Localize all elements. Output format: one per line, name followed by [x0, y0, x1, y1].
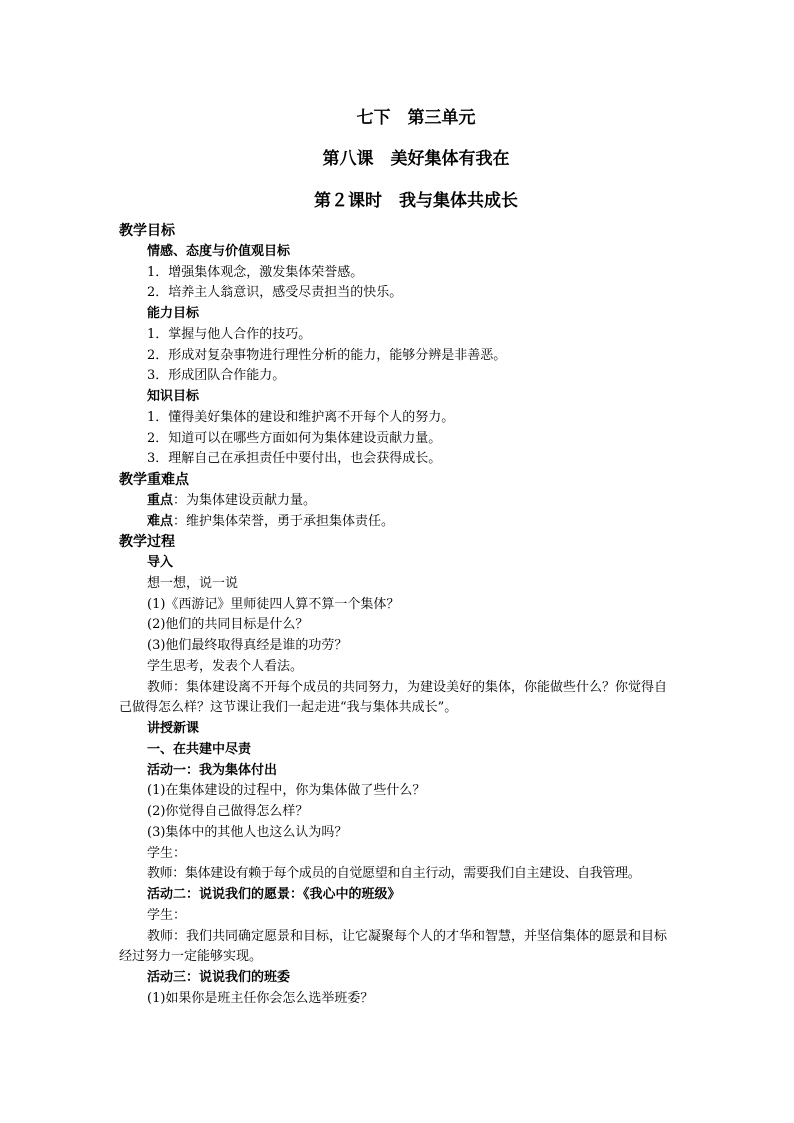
- activity-teacher-paragraph: 教师：我们共同确定愿景和目标，让它凝聚每个人的才华和智慧，并坚信集体的愿景和目标经过努力一定能够实现。: [119, 928, 668, 965]
- activity-line: (2)你觉得自己做得怎么样？: [147, 804, 309, 819]
- activity-line: (3)集体中的其他人也这么认为吗？: [147, 824, 348, 840]
- activity-line: (1)在集体建设的过程中，你为集体做了些什么？: [147, 783, 426, 799]
- knowledge-goal-item: 3．理解自己在承担责任中要付出，也会获得成长。: [147, 451, 442, 467]
- knowledge-goal-item: 1．懂得美好集体的建设和维护离不开每个人的努力。: [147, 409, 455, 425]
- intro-teacher-paragraph: 教师：集体建设离不开每个成员的共同努力，为建设美好的集体，你能做些什么？你觉得自己做得怎么样？这节课让我们一起走进“我与集体共成长”。: [119, 679, 668, 716]
- key-point: [119, 491, 679, 512]
- lesson-title: 第八课 美好集体有我在: [322, 149, 510, 169]
- activity-line: 学生：: [147, 907, 187, 923]
- section-heading: 一、在共建中尽责: [147, 741, 252, 757]
- knowledge-goal-item: 2．知道可以在哪些方面如何为集体建设贡献力量。: [147, 430, 442, 446]
- ability-goal-item: 1．掌握与他人合作的技巧。: [147, 326, 312, 342]
- process-heading: 教学过程: [119, 534, 175, 551]
- intro-line: (3)他们最终取得真经是谁的功劳？: [147, 638, 348, 653]
- ability-goal-item: 3．形成团队合作能力。: [147, 368, 286, 384]
- emotion-goal-item: 1．增强集体观念，激发集体荣誉感。: [147, 264, 364, 280]
- intro-line: 想一想，说一说: [147, 575, 239, 591]
- intro-line: 学生思考，发表个人看法。: [147, 658, 304, 674]
- hard-point: [119, 512, 679, 533]
- goals-heading: 教学目标: [119, 223, 175, 239]
- activity-line: 学生：: [147, 845, 187, 861]
- document-body: [119, 221, 679, 1010]
- period-title: 第２课时 我与集体共成长: [314, 191, 518, 211]
- activity-heading: 活动二：说说我们的愿景：《我心中的班级》: [147, 887, 401, 902]
- knowledge-goals-heading: 知识目标: [147, 389, 200, 404]
- ability-goals-heading: 能力目标: [147, 306, 200, 321]
- ability-goal-item: 2．形成对复杂事物进行理性分析的能力，能够分辨是非善恶。: [147, 347, 507, 363]
- emotion-goals-heading: 情感、态度与价值观目标: [147, 243, 291, 259]
- unit-title: 七下 第三单元: [356, 108, 476, 128]
- activity-heading: 活动一：我为集体付出: [147, 762, 278, 778]
- intro-line: (1)《西游记》里师徒四人算不算一个集体？: [147, 596, 400, 612]
- hard-point-label: 难点: [147, 513, 174, 529]
- key-point-text: ：为集体建设贡献力量。: [173, 492, 317, 508]
- difficulty-heading: 教学重难点: [119, 472, 189, 488]
- activity-line: (1)如果你是班主任你会怎么选举班委？: [147, 990, 374, 1006]
- new-lesson-heading: 讲授新课: [147, 721, 200, 736]
- key-point-label: 重点: [147, 492, 174, 508]
- activity-heading: 活动三：说说我们的班委: [147, 970, 291, 985]
- hard-point-text: ：维护集体荣誉，勇于承担集体责任。: [173, 513, 395, 529]
- intro-heading: 导入: [147, 555, 174, 570]
- activity-line: 教师：集体建设有赖于每个成员的自觉愿望和自主行动，需要我们自主建设、自我管理。: [147, 866, 641, 882]
- emotion-goal-item: 2．培养主人翁意识，感受尽责担当的快乐。: [147, 285, 403, 301]
- intro-line: (2)他们的共同目标是什么？: [147, 617, 309, 633]
